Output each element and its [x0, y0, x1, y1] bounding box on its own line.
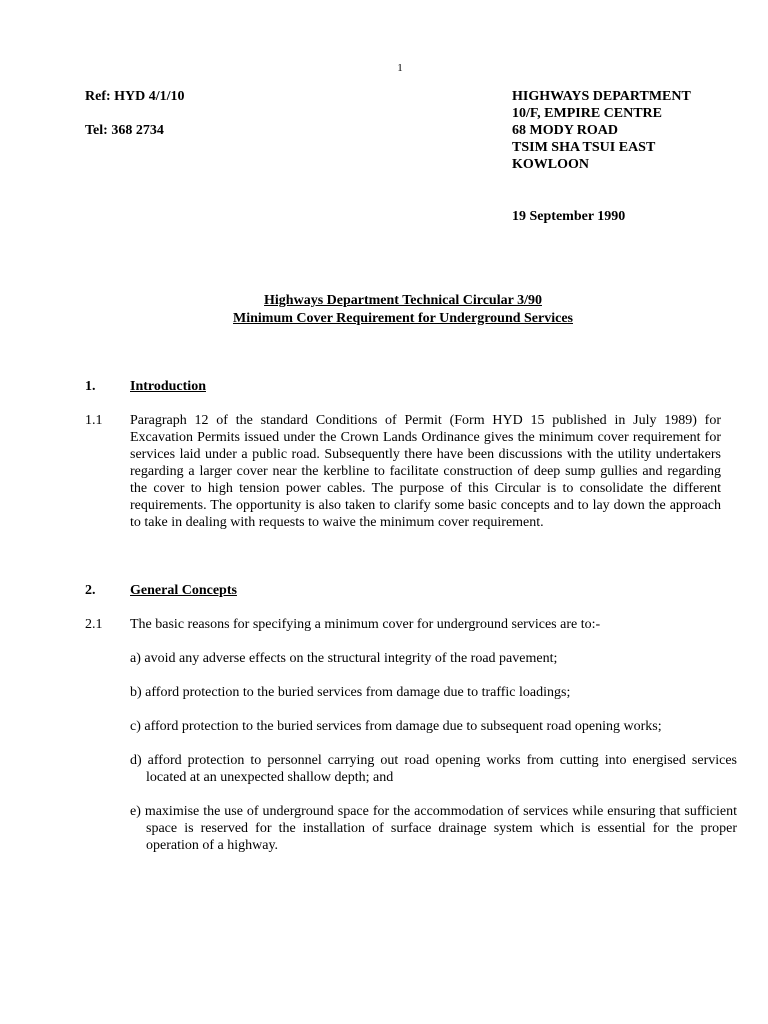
paragraph-number: 1.1: [85, 413, 103, 428]
paragraph-text: The basic reasons for specifying a minimum cover for underground services are to:-: [130, 617, 601, 632]
circular-subtitle: Minimum Cover Requirement for Underground Services: [233, 311, 573, 326]
list-item: c) afford protection to the buried services from damage due to subsequent road opening works;: [130, 719, 662, 734]
address-line: 10/F, EMPIRE CENTRE: [512, 106, 663, 121]
paragraph-number: 2.1: [85, 617, 103, 632]
list-item: a) avoid any adverse effects on the structural integrity of the road pavement;: [130, 651, 558, 666]
reference-number: Ref: HYD 4/1/10: [85, 89, 185, 104]
address-line: TSIM SHA TSUI EAST: [512, 140, 656, 155]
section-number: 1.: [85, 379, 96, 394]
list-item: b) afford protection to the buried services from damage due to traffic loadings;: [130, 685, 571, 700]
address-line: HIGHWAYS DEPARTMENT: [512, 89, 691, 104]
telephone-number: Tel: 368 2734: [85, 123, 164, 138]
paragraph-text: Paragraph 12 of the standard Conditions of Permit (Form HYD 15 published in July 1989) for Excavation Permits issued under the Crown Lands Ordinance gives the minimum cover requirement for services laid under a public road. Subsequently there have been discussions with the utility undertakers regarding a larger cover near the kerbline to facilitate construction of deep sump gullies and regarding the cover to high tension power cables. The purpose of this Circular is to consolidate the different requirements. The opportunity is also taken to clarify some basic concepts and to lay down the approach to take in dealing with requests to waive the minimum cover requirement.: [130, 413, 721, 530]
section-title: General Concepts: [130, 583, 237, 598]
page-number: 1: [397, 62, 403, 74]
letter-date: 19 September 1990: [512, 209, 626, 224]
circular-title: Highways Department Technical Circular 3/90: [264, 293, 542, 308]
department-address: [512, 88, 691, 173]
list-item: e) maximise the use of underground space for the accommodation of services while ensuring that sufficient space is reserved for the installation of surface drainage system which is essential for the proper operation of a highway.: [130, 804, 737, 853]
list-item: d) afford protection to personnel carrying out road opening works from cutting into energised services located at an unexpected shallow depth; and: [130, 753, 737, 785]
section-title: Introduction: [130, 379, 206, 394]
section-number: 2.: [85, 583, 96, 598]
address-line: KOWLOON: [512, 157, 590, 172]
address-line: 68 MODY ROAD: [512, 123, 619, 138]
